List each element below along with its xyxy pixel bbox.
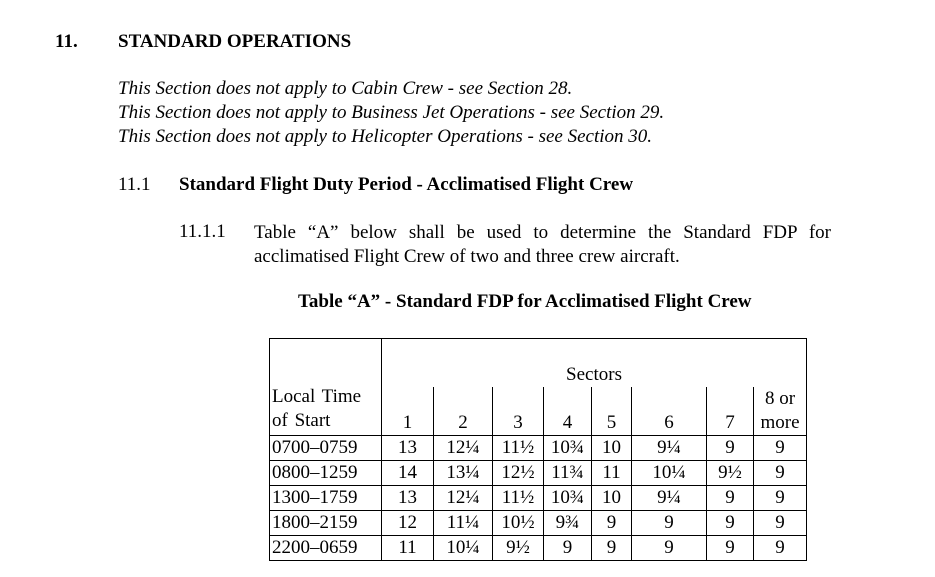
table-row [270,436,807,461]
column-header: 3 [493,387,544,436]
table-cell: 9 [592,511,632,536]
table-cell: 9 [754,461,807,486]
table-cell: 10 [592,436,632,461]
row-time: 1300–1759 [270,486,382,511]
table-cell: 9 [754,436,807,461]
fdp-table [269,338,807,561]
column-header: 7 [707,387,754,436]
table-cell: 9 [754,486,807,511]
row-time: 1800–2159 [270,511,382,536]
table-cell: 13 [382,436,434,461]
paragraph-text: Table “A” below shall be used to determine the Standard FDP for acclimatised Flight Crew of two and three crew aircraft. [254,222,831,267]
column-header: 2 [434,387,493,436]
table-cell: 9 [632,511,707,536]
table-cell: 13 [382,486,434,511]
row-time: 0700–0759 [270,436,382,461]
table-row [270,461,807,486]
table-cell: 9 [707,536,754,561]
column-header: 4 [544,387,592,436]
table-header-row [270,339,807,388]
table-cell: 11 [382,536,434,561]
table-cell: 12 [382,511,434,536]
section-note: This Section does not apply to Helicopter Operations - see Section 30. [118,126,653,147]
table-row [270,536,807,561]
table-cell: 10¼ [632,461,707,486]
table-cell: 9¼ [632,436,707,461]
sectors-label: Sectors [566,364,622,385]
table-cell: 9 [707,486,754,511]
table-row [270,486,807,511]
table-cell: 11½ [493,436,544,461]
subsection-title: Standard Flight Duty Period - Acclimatised Flight Crew [179,174,634,195]
section-number: 11. [55,31,78,52]
table-caption: Table “A” - Standard FDP for Acclimatised Flight Crew [298,291,752,312]
table-cell: 9 [707,436,754,461]
column-header: 1 [382,387,434,436]
subsection-number: 11.1 [118,174,151,195]
row-time: 2200–0659 [270,536,382,561]
table-cell: 12½ [493,461,544,486]
table-cell: 10¾ [544,436,592,461]
paragraph-number: 11.1.1 [179,221,226,242]
table-cell: 9½ [707,461,754,486]
section-title: STANDARD OPERATIONS [118,31,352,52]
table-cell: 10 [592,486,632,511]
table-cell: 10¼ [434,536,493,561]
table-cell: 9 [754,511,807,536]
row-time: 0800–1259 [270,461,382,486]
table-cell: 11 [592,461,632,486]
table-cell: 13¼ [434,461,493,486]
table-cell: 9¼ [632,486,707,511]
table-cell: 12¼ [434,486,493,511]
local-time-header: Local Time of Start [270,339,382,436]
table-cell: 14 [382,461,434,486]
table-row [270,511,807,536]
sectors-header [382,339,807,388]
table-cell: 10¾ [544,486,592,511]
table-cell: 9 [707,511,754,536]
table-cell: 11¾ [544,461,592,486]
column-header: 6 [632,387,707,436]
column-header: 8 or more [754,387,807,436]
section-note: This Section does not apply to Cabin Crew - see Section 28. [118,78,573,99]
table-cell: 9 [544,536,592,561]
table-cell: 9 [592,536,632,561]
table-cell: 9¾ [544,511,592,536]
section-note: This Section does not apply to Business Jet Operations - see Section 29. [118,102,665,123]
table-cell: 10½ [493,511,544,536]
table-cell: 9 [632,536,707,561]
table-cell: 11¼ [434,511,493,536]
table-cell: 11½ [493,486,544,511]
column-header: 5 [592,387,632,436]
table-cell: 9½ [493,536,544,561]
table-cell: 12¼ [434,436,493,461]
table-cell: 9 [754,536,807,561]
